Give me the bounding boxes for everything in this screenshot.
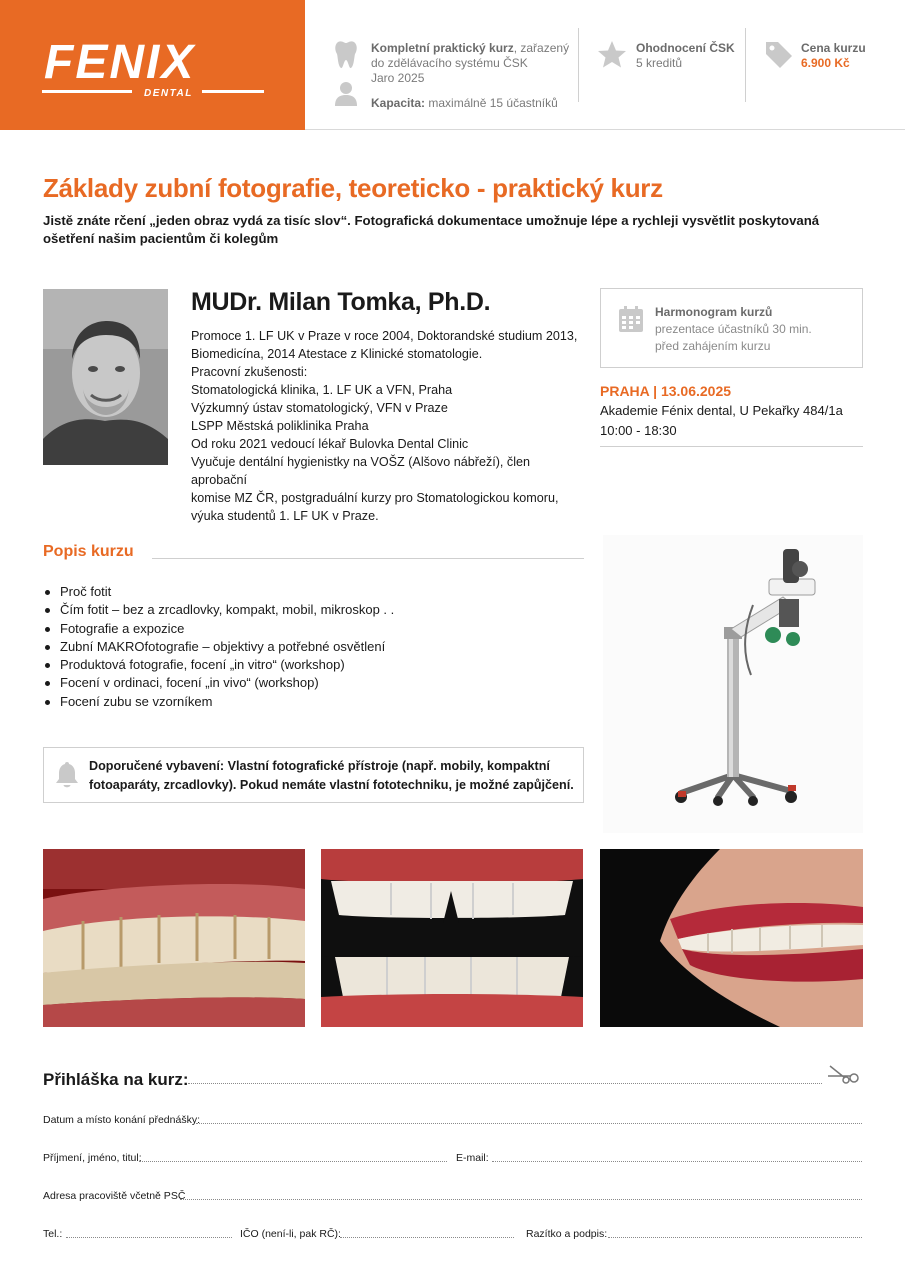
venue-address: Akademie Fénix dental, U Pekařky 484/1a [600, 403, 843, 418]
bio-line: Pracovní zkušenosti: [191, 365, 308, 379]
label-ico: IČO (není-li, pak RČ): [240, 1228, 341, 1240]
course-info [371, 41, 571, 86]
header-divider [578, 28, 579, 102]
microscope-image [603, 535, 863, 833]
course-intro: Jistě znáte rčení „jeden obraz vydá za tisíc slov“. Fotografická dokumentace umožnuje lépe a rychleji vysvětlit poskytovaná ošetření našim pacientům či kolegům [43, 213, 820, 246]
calendar-icon [619, 306, 643, 332]
bio-line: komise MZ ČR, postgraduální kurzy pro Stomatologickou komoru, [191, 491, 559, 505]
divider [600, 446, 863, 447]
logo-subtitle: DENTAL [144, 88, 193, 99]
list-item: Zubní MAKROfotografie – objektivy a potřebné osvětlení [43, 638, 583, 656]
field-name[interactable] [139, 1160, 447, 1162]
dental-photo-teeth-occlusion [43, 849, 305, 1027]
price-label: Cena kurzu [801, 41, 866, 55]
bio-line: Výzkumný ústav stomatologický, VFN v Praze [191, 401, 448, 415]
capacity [371, 96, 571, 111]
divider [152, 558, 584, 559]
label-signature: Razítko a podpis: [526, 1228, 608, 1240]
capacity-value: maximálně 15 účastníků [425, 96, 558, 110]
notice-text: Doporučené vybavení: Vlastní fotografické přístroje (např. mobily, kompaktní fotoaparáty, zrcadlovky). Pokud nemáte vlastní fototechniku, je možné zapůjčení. [89, 759, 574, 792]
label-date-place: Datum a místo konání přednášky: [43, 1114, 200, 1126]
bio-line: Od roku 2021 vedoucí lékař Bulovka Dental Clinic [191, 437, 469, 451]
label-address: Adresa pracoviště včetně PSČ [43, 1190, 186, 1202]
field-ico[interactable] [340, 1236, 514, 1238]
city-date: PRAHA | 13.06.2025 [600, 383, 732, 399]
field-email[interactable] [492, 1160, 862, 1162]
capacity-label: Kapacita: [371, 96, 426, 110]
header-divider [745, 28, 746, 102]
topic-list [43, 583, 583, 711]
star-icon [597, 40, 627, 69]
venue [600, 401, 863, 441]
bio-line: Stomatologická klinika, 1. LF UK a VFN, Praha [191, 383, 453, 397]
lecturer-name: MUDr. Milan Tomka, Ph.D. [191, 288, 491, 316]
course-type-rest: , zařazený [513, 41, 570, 55]
lecturer-photo [43, 289, 168, 465]
label-email: E-mail: [456, 1152, 489, 1164]
logo-wordmark: FENIX [44, 36, 196, 89]
list-item: Proč fotit [43, 583, 583, 601]
bio-line: Vyučuje dentální hygienistky na VOŠZ (Alšovo nábřeží), člen aprobační [191, 455, 531, 487]
label-name: Příjmení, jméno, titul: [43, 1152, 142, 1164]
bio-line: Biomedicína, 2014 Atestace z Klinické stomatologie. [191, 347, 483, 361]
course-time: 10:00 - 18:30 [600, 423, 677, 438]
schedule-note-line: prezentace účastníků 30 min. [655, 322, 812, 336]
form-title: Přihláška na kurz: [43, 1070, 189, 1089]
field-signature[interactable] [608, 1236, 862, 1238]
list-item: Produktová fotografie, focení „in vitro“ (workshop) [43, 656, 583, 674]
person-icon [335, 82, 357, 106]
list-item: Čím fotit – bez a zrcadlovky, kompakt, mobil, mikroskop . . [43, 601, 583, 619]
dental-photo-front-teeth [321, 849, 583, 1027]
tooth-icon [334, 40, 358, 70]
schedule-box [600, 288, 863, 368]
list-item: Fotografie a expozice [43, 620, 583, 638]
schedule-note [655, 321, 855, 355]
field-date-place[interactable] [196, 1122, 862, 1124]
brand-logo [0, 0, 305, 130]
form-title-line [188, 1082, 822, 1084]
bio-line: Promoce 1. LF UK v Praze v roce 2004, Doktorandské studium 2013, [191, 329, 578, 343]
bio-line: LSPP Městská poliklinika Praha [191, 419, 369, 433]
section-title: Popis kurzu [43, 543, 134, 560]
lecturer-bio [191, 327, 586, 525]
price-value: 6.900 Kč [801, 56, 850, 70]
price-tag-icon [764, 40, 794, 70]
schedule-title: Harmonogram kurzů [655, 305, 773, 319]
course-term: Jaro 2025 [371, 71, 425, 85]
field-address[interactable] [180, 1198, 862, 1200]
bio-line: výuka studentů 1. LF UK v Praze. [191, 509, 379, 523]
course-type: Kompletní praktický kurz [371, 41, 514, 55]
price [801, 41, 901, 71]
scissors-icon [826, 1062, 860, 1084]
header [0, 0, 905, 130]
schedule-note-line: před zahájením kurzu [655, 339, 771, 353]
field-phone[interactable] [66, 1236, 232, 1238]
fenix-logo [40, 34, 270, 100]
list-item: Focení v ordinaci, focení „in vivo“ (workshop) [43, 674, 583, 692]
list-item: Focení zubu se vzorníkem [43, 693, 583, 711]
dental-photo-smile-profile [600, 849, 863, 1027]
course-title: Základy zubní fotografie, teoreticko - praktický kurz [43, 173, 663, 203]
label-phone: Tel.: [43, 1228, 63, 1240]
rating [636, 41, 746, 71]
equipment-notice [43, 747, 584, 803]
rating-value: 5 kreditů [636, 56, 683, 70]
rating-label: Ohodnocení ČSK [636, 41, 735, 55]
bell-icon [54, 761, 80, 789]
course-system: do zdělávacího systému ČSK [371, 56, 528, 70]
